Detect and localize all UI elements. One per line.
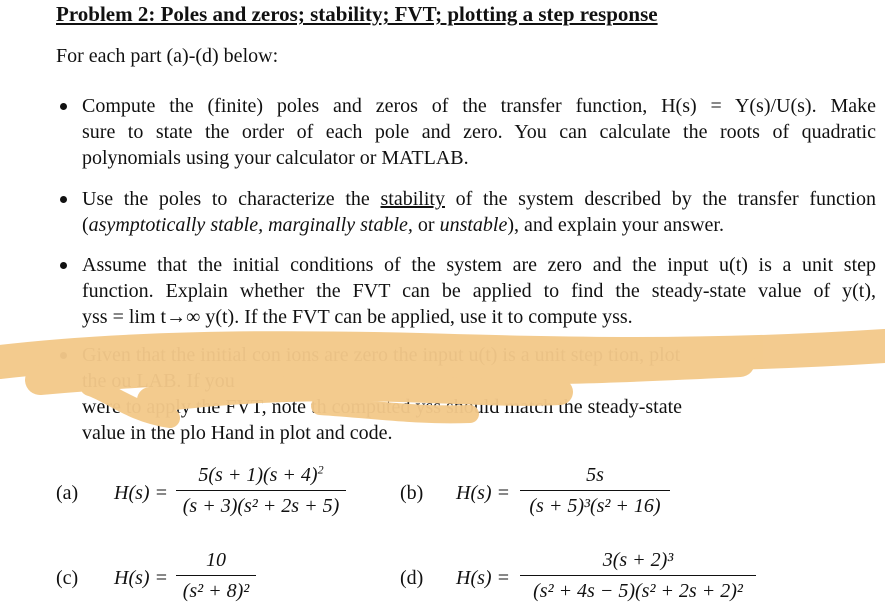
fraction-bar <box>176 490 346 491</box>
transfer-function-lhs: H(s) = <box>114 567 169 589</box>
bullet-text-line: sure to state the order of each pole and zero. You can calculate the roots of quadratic <box>82 121 876 143</box>
text-run: ), and explain your answer. <box>507 214 724 236</box>
numerator-text: 5(s + 1)(s + 4) <box>198 464 318 486</box>
fraction-b <box>520 462 670 519</box>
bullet-text-line: function. Explain whether the FVT can be applied to find the steady-state value of y(t), <box>82 280 876 302</box>
unstable-term: unstable <box>439 214 508 236</box>
bullet-dot <box>60 262 67 269</box>
denominator-d: (s² + 4s − 5)(s² + 2s + 2)² <box>533 580 743 602</box>
text-run: or <box>412 214 440 236</box>
part-label-a: (a) <box>56 482 79 504</box>
text-run: ( <box>82 214 89 236</box>
stability-underlined: stability <box>380 188 445 210</box>
text-run: Use the poles to characterize the <box>82 188 381 210</box>
bullet-text-line: Given that the initial con ions are zero the input u(t) is a unit step tion, plot <box>82 344 681 366</box>
fraction-d <box>520 547 756 604</box>
bullet-dot <box>60 352 67 359</box>
bullet-dot <box>60 196 67 203</box>
part-label-d: (d) <box>400 567 424 589</box>
fraction-a <box>176 462 346 519</box>
bullet-dot <box>60 103 67 110</box>
bullet-text-line: polynomials using your calculator or MATLAB. <box>82 147 469 169</box>
part-label-c: (c) <box>56 567 79 589</box>
bullet-text-line <box>82 186 876 212</box>
numerator-exponent: 2 <box>317 462 324 477</box>
bullet-text-line: Compute the (finite) poles and zeros of the transfer function, H(s) = Y(s)/U(s). Make <box>82 95 876 117</box>
transfer-function-lhs: H(s) = <box>456 482 511 504</box>
denominator-c: (s² + 8)² <box>182 580 250 602</box>
problem-title: Problem 2: Poles and zeros; stability; FVT; plotting a step response <box>56 2 658 26</box>
bullet-text-line: Assume that the initial conditions of the system are zero and the input u(t) is a unit step <box>82 254 876 276</box>
stability-terms: asymptotically stable, marginally stable, <box>88 214 413 236</box>
bullet-text-line: value in the plo Hand in plot and code. <box>82 422 393 444</box>
fraction-c <box>176 547 256 604</box>
numerator-d: 3(s + 2)³ <box>602 549 674 571</box>
fraction-bar <box>520 575 756 576</box>
intro-text: For each part (a)-(d) below: <box>56 45 279 67</box>
transfer-function-lhs: H(s) = <box>114 482 169 504</box>
denominator-b: (s + 5)³(s² + 16) <box>529 495 661 517</box>
bullet-text-line: the ou LAB. If you <box>82 370 235 392</box>
numerator-c: 10 <box>206 549 226 571</box>
numerator-b: 5s <box>586 464 604 486</box>
bullet-text-line: yss = lim t→∞ y(t). If the FVT can be applied, use it to compute yss. <box>82 306 633 328</box>
transfer-function-lhs: H(s) = <box>456 567 511 589</box>
bullet-text-line: were to apply the FVT, note th computed yss should match the steady-state <box>82 396 683 418</box>
fraction-bar <box>176 575 256 576</box>
fraction-bar <box>520 490 670 491</box>
bullet-text-line <box>82 212 876 238</box>
numerator-a <box>176 462 346 488</box>
part-label-b: (b) <box>400 482 424 504</box>
denominator-a: (s + 3)(s² + 2s + 5) <box>182 495 340 517</box>
text-run: of the system described by the transfer function <box>444 188 876 210</box>
